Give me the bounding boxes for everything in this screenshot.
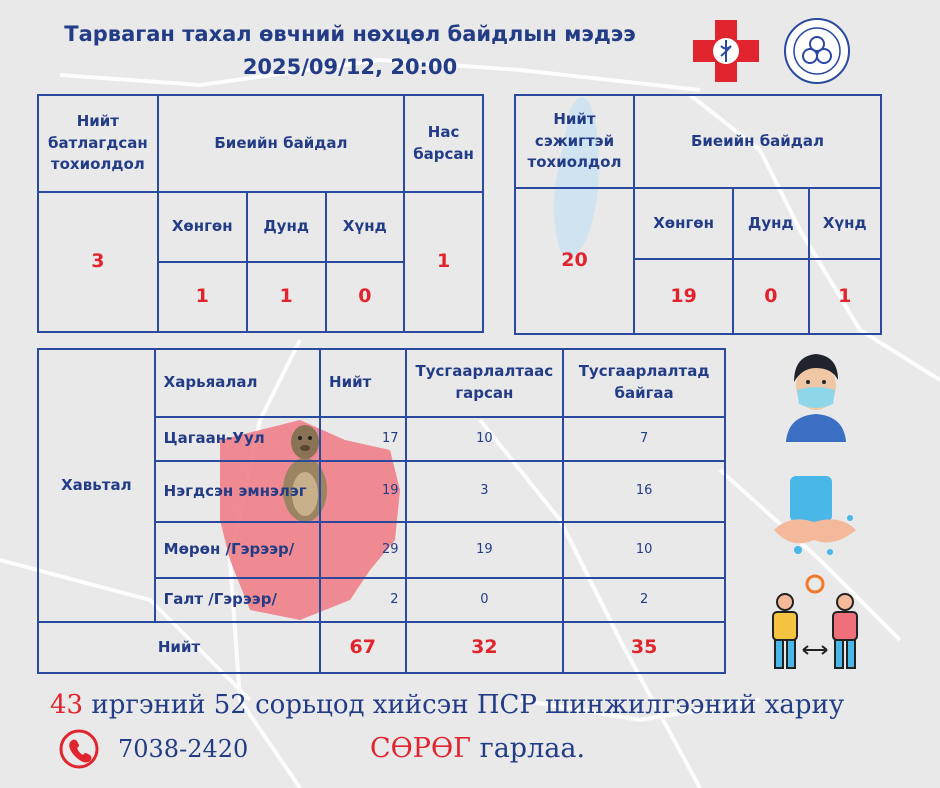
isolated-cell: 2 bbox=[563, 578, 725, 622]
isolated-cell: 16 bbox=[563, 461, 725, 522]
suspected-total: 20 bbox=[515, 188, 634, 334]
col-location-header: Харьяалал bbox=[155, 349, 320, 417]
result-suffix: гарлаа. bbox=[470, 733, 586, 764]
confirmed-total: 3 bbox=[38, 192, 158, 332]
total-cell: 19 bbox=[320, 461, 406, 522]
total-cell: 29 bbox=[320, 522, 406, 578]
confirmed-cases-table bbox=[37, 94, 484, 333]
suspected-total-header: Нийт сэжигтэй тохиолдол bbox=[515, 95, 634, 188]
confirmed-total-header: Нийт батлагдсан тохиолдол bbox=[38, 95, 158, 192]
moderate-header: Дунд bbox=[247, 192, 326, 262]
suspected-severe: 1 bbox=[809, 259, 881, 334]
pcr-text: иргэний 52 сорьцод хийсэн ПСР шинжилгээний хариу bbox=[83, 690, 845, 720]
sum-isolated: 35 bbox=[563, 622, 725, 673]
location-cell: Галт /Гэрээр/ bbox=[155, 578, 320, 622]
col-total-header: Нийт bbox=[320, 349, 406, 417]
released-cell: 3 bbox=[406, 461, 564, 522]
contact-group-label: Хавьтал bbox=[38, 349, 155, 622]
pcr-summary bbox=[50, 690, 844, 720]
mask-person-icon bbox=[780, 342, 852, 444]
confirmed-severe: 0 bbox=[326, 262, 405, 332]
page-title: Тарваган тахал өвчний нөхцөл байдлын мэдээ bbox=[64, 22, 636, 46]
location-cell: Нэгдсэн эмнэлэг bbox=[155, 461, 320, 522]
total-cell: 2 bbox=[320, 578, 406, 622]
report-datetime: 2025/09/12, 20:00 bbox=[242, 55, 458, 79]
condition-header: Биеийн байдал bbox=[158, 95, 404, 192]
contact-table bbox=[37, 348, 726, 674]
result-line bbox=[370, 733, 585, 764]
mild-header: Хөнгөн bbox=[158, 192, 247, 262]
col-released-header: Тусгаарлалтаас гарсан bbox=[406, 349, 564, 417]
phone-number[interactable]: 7038-2420 bbox=[118, 735, 249, 763]
zoonotic-center-logo-icon bbox=[782, 16, 852, 86]
released-cell: 10 bbox=[406, 417, 564, 461]
phone-icon[interactable] bbox=[58, 728, 100, 770]
deaths-value: 1 bbox=[404, 192, 483, 332]
sum-label: Нийт bbox=[38, 622, 320, 673]
suspected-severe-header: Хүнд bbox=[809, 188, 881, 259]
suspected-cases-table bbox=[514, 94, 882, 335]
total-cell: 17 bbox=[320, 417, 406, 461]
social-distance-icon bbox=[765, 572, 865, 672]
result-word: СӨРӨГ bbox=[370, 733, 471, 764]
severe-header: Хүнд bbox=[326, 192, 405, 262]
col-isolated-header: Тусгаарлалтад байгаа bbox=[563, 349, 725, 417]
confirmed-moderate: 1 bbox=[247, 262, 326, 332]
hand-washing-icon bbox=[770, 470, 860, 560]
suspected-mild-header: Хөнгөн bbox=[634, 188, 733, 259]
confirmed-mild: 1 bbox=[158, 262, 247, 332]
people-count: 43 bbox=[50, 690, 84, 720]
sum-released: 32 bbox=[406, 622, 564, 673]
suspected-moderate-header: Дунд bbox=[733, 188, 808, 259]
isolated-cell: 10 bbox=[563, 522, 725, 578]
suspected-moderate: 0 bbox=[733, 259, 808, 334]
suspected-mild: 19 bbox=[634, 259, 733, 334]
sum-total: 67 bbox=[320, 622, 406, 673]
released-cell: 19 bbox=[406, 522, 564, 578]
death-header: Нас барсан bbox=[404, 95, 483, 192]
suspected-condition-header: Биеийн байдал bbox=[634, 95, 881, 188]
released-cell: 0 bbox=[406, 578, 564, 622]
location-cell: Цагаан-Уул bbox=[155, 417, 320, 461]
health-logo-icon bbox=[693, 20, 759, 82]
location-cell: Мөрөн /Гэрээр/ bbox=[155, 522, 320, 578]
isolated-cell: 7 bbox=[563, 417, 725, 461]
